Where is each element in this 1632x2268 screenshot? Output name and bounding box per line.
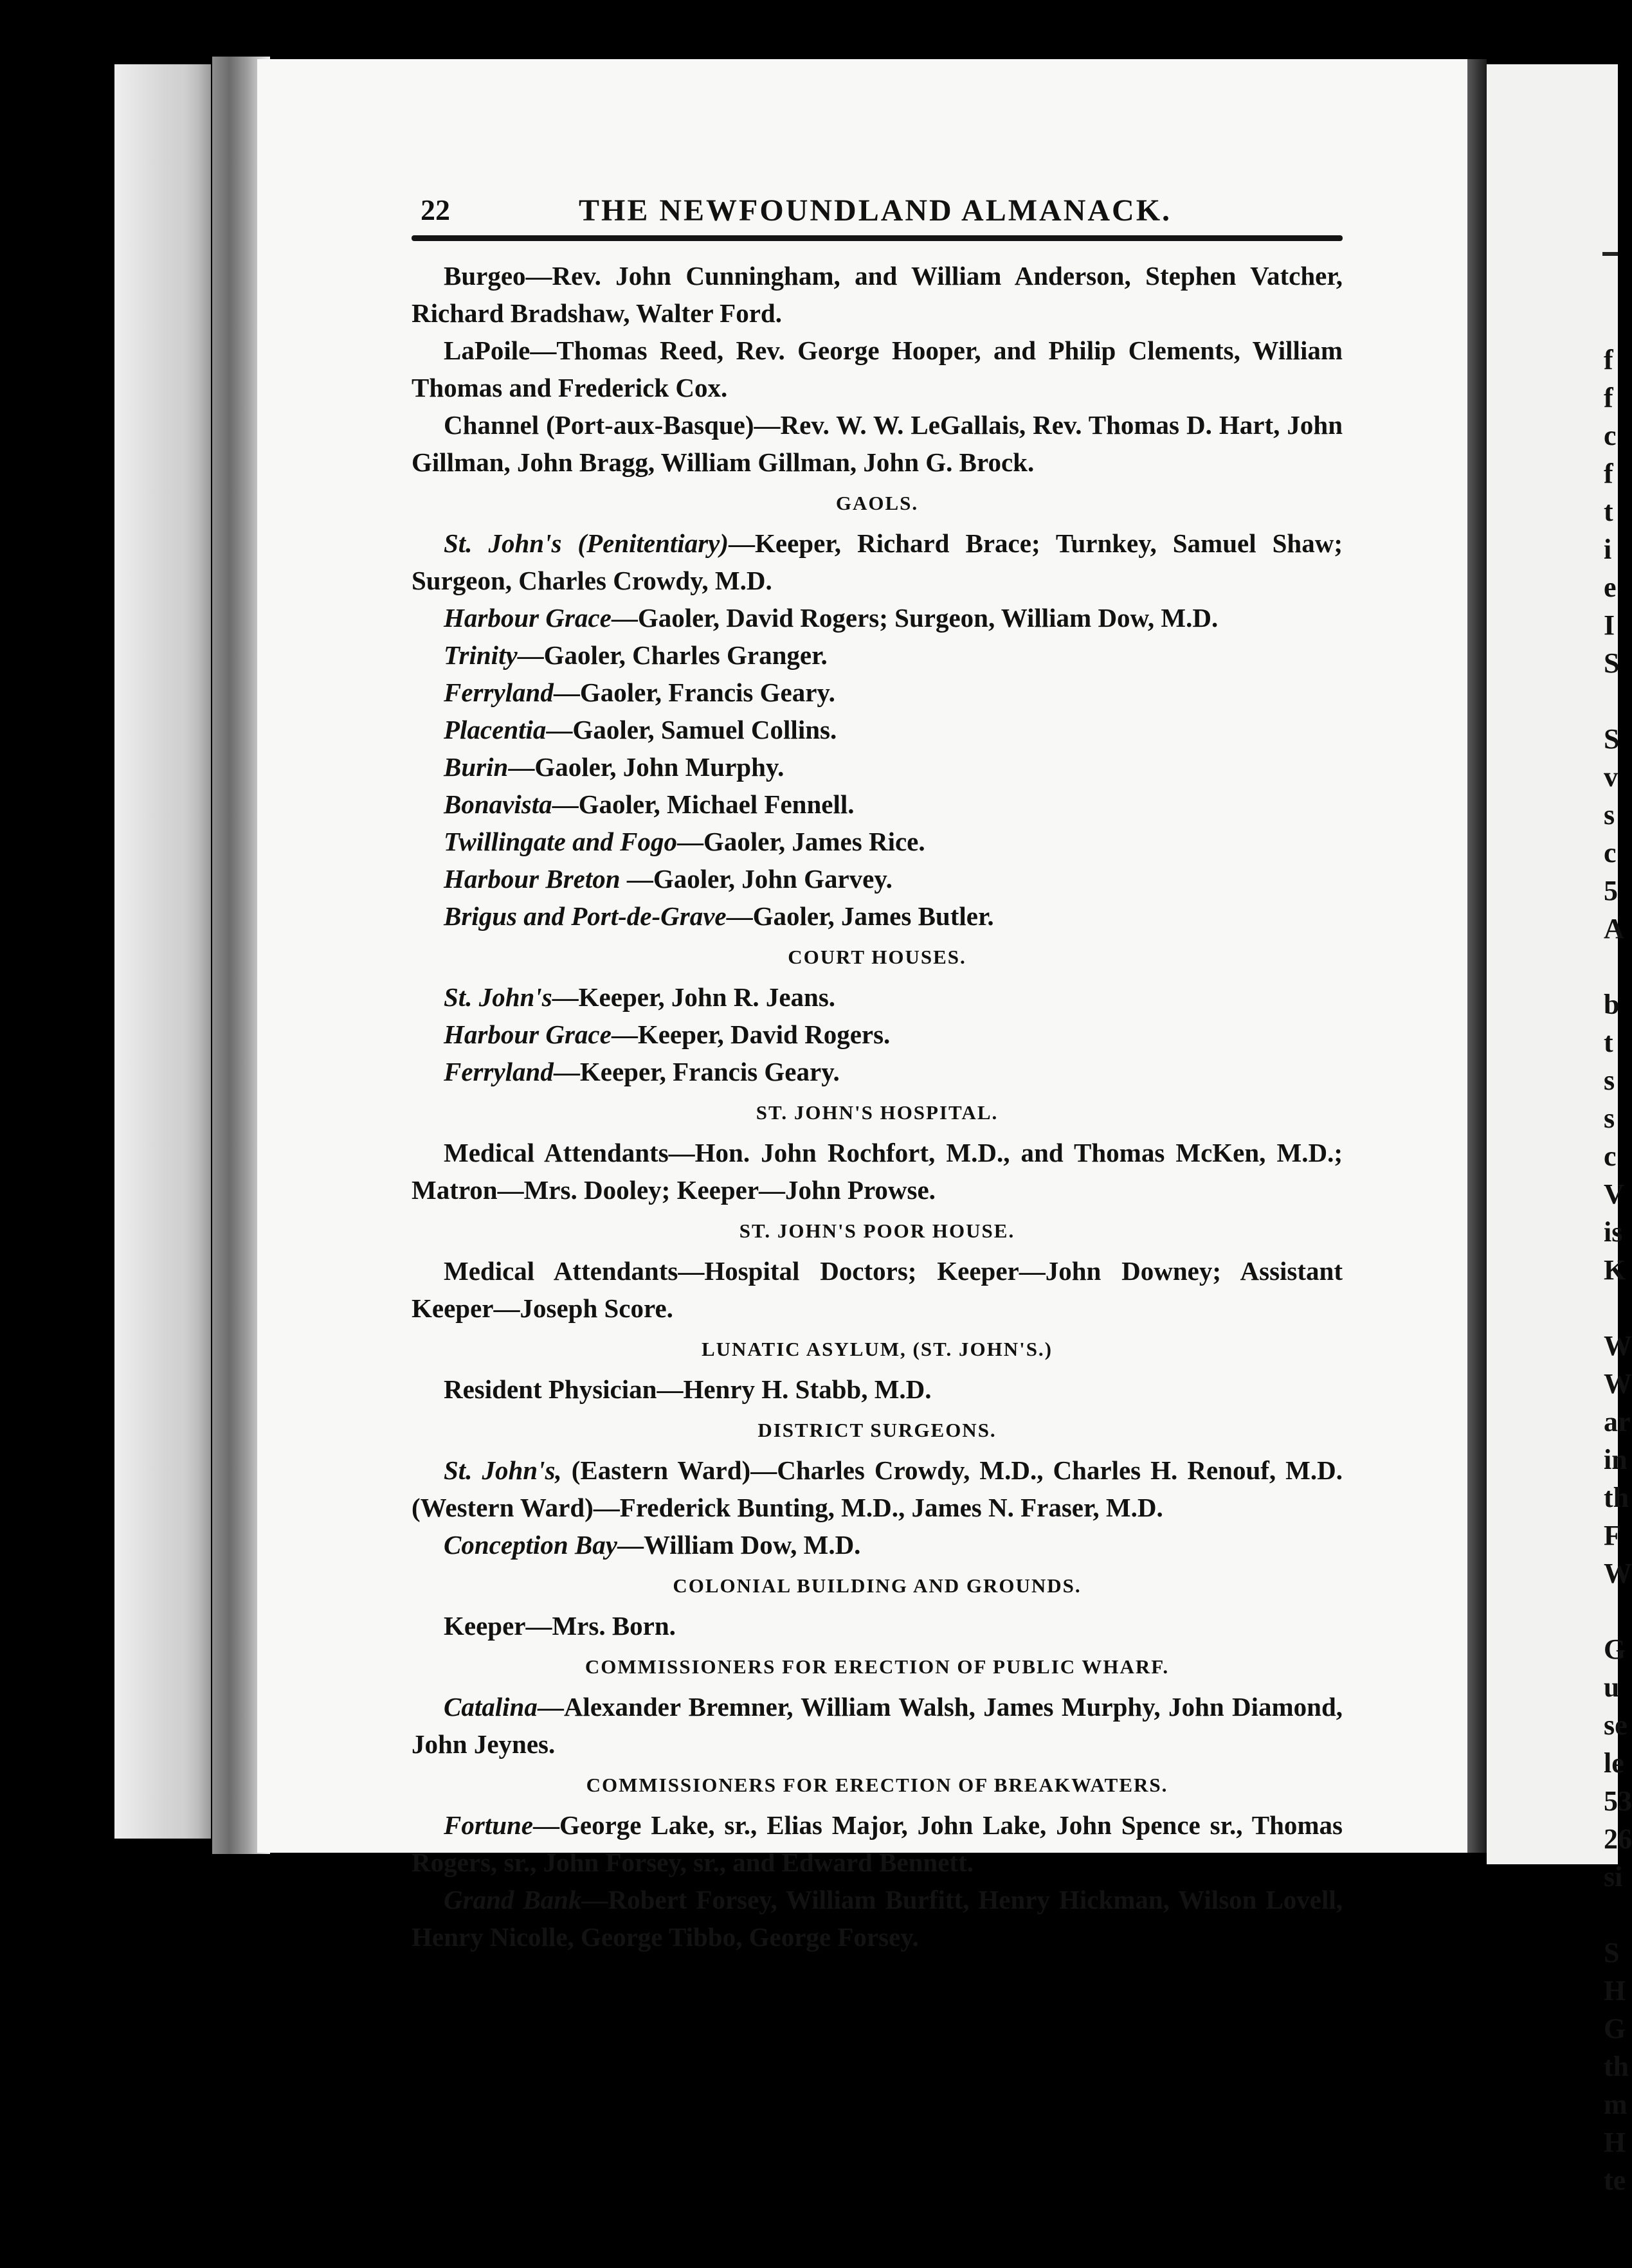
entry-text: —Gaoler, James Butler. xyxy=(726,901,994,931)
facing-page-line xyxy=(1604,1896,1632,1934)
entry-text: —William Dow, M.D. xyxy=(617,1530,861,1560)
paragraph-lapoile: LaPoile—Thomas Reed, Rev. George Hooper, and Philip Clements, William Thomas and Frederick Cox. xyxy=(412,336,1343,402)
list-item xyxy=(412,860,1343,897)
place-name: Fortune xyxy=(444,1810,533,1840)
list-item xyxy=(412,823,1343,860)
place-name: Harbour Breton xyxy=(444,864,621,894)
page-header xyxy=(412,193,1343,234)
facing-page-line xyxy=(1604,1289,1632,1327)
facing-page-line: th xyxy=(1604,2051,1629,2082)
facing-page-line: f xyxy=(1604,458,1613,489)
facing-page-line: le xyxy=(1604,1747,1624,1779)
surgeons-entry-conception-bay xyxy=(412,1526,1343,1563)
facing-page-line: si xyxy=(1604,1861,1623,1893)
facing-page-line: m xyxy=(1604,2089,1627,2120)
section-heading-breakwaters: COMMISSIONERS FOR ERECTION OF BREAKWATERS. xyxy=(586,1774,1168,1796)
place-name: Placentia xyxy=(444,715,547,744)
entry-text: —Robert Forsey, William Burfitt, Henry Hickman, Wilson Lovell, Henry Nicolle, George Tibbo, George Forsey. xyxy=(412,1885,1343,1952)
body-text xyxy=(412,257,1343,1956)
facing-page-line: V xyxy=(1604,1178,1624,1210)
entry-text: —Keeper, Francis Geary. xyxy=(553,1057,840,1086)
list-item xyxy=(412,1053,1343,1090)
place-name: Ferryland xyxy=(444,1057,554,1086)
section-heading-hospital: ST. JOHN'S HOSPITAL. xyxy=(756,1101,999,1124)
entry-text: —Gaoler, Charles Granger. xyxy=(517,640,828,670)
entry-text: —Alexander Bremner, William Walsh, James Murphy, John Diamond, John Jeynes. xyxy=(412,1692,1343,1759)
place-name: Harbour Grace xyxy=(444,1020,612,1049)
facing-page-line: F xyxy=(1604,1520,1621,1551)
entry-text: —Keeper, Richard Brace; Turnkey, Samuel Shaw; Surgeon, Charles Crowdy, M.D. xyxy=(412,528,1343,595)
facing-page-line: f xyxy=(1604,344,1613,375)
section-heading-district-surgeons: DISTRICT SURGEONS. xyxy=(757,1419,997,1441)
paragraph-burgeo: Burgeo—Rev. John Cunningham, and William Anderson, Stephen Vatcher, Richard Bradshaw, Walter Ford. xyxy=(412,261,1343,328)
section-heading-public-wharf: COMMISSIONERS FOR ERECTION OF PUBLIC WHARF. xyxy=(585,1655,1170,1678)
place-name: Burin xyxy=(444,752,509,782)
entry-text: —George Lake, sr., Elias Major, John Lake, John Spence sr., Thomas Rogers, sr., John Forsey, sr., and Edward Bennett. xyxy=(412,1810,1343,1877)
facing-page-line: te xyxy=(1604,2164,1626,2196)
entry-text: —Gaoler, John Murphy. xyxy=(508,752,784,782)
entry-text: —Keeper, David Rogers. xyxy=(611,1020,891,1049)
list-item xyxy=(412,674,1343,711)
list-item xyxy=(412,1016,1343,1053)
page-number: 22 xyxy=(421,194,450,226)
place-name: Trinity xyxy=(444,640,518,670)
colonial-text: Keeper—Mrs. Born. xyxy=(444,1611,676,1641)
entry-text: —Gaoler, Michael Fennell. xyxy=(552,789,855,819)
list-item xyxy=(412,786,1343,823)
facing-page-line: c xyxy=(1604,837,1617,869)
facing-page-line xyxy=(1604,682,1632,720)
facing-page-line xyxy=(1604,948,1632,986)
header-rule xyxy=(412,235,1343,241)
place-name: Brigus and Port-de-Grave xyxy=(444,901,727,931)
place-name: Bonavista xyxy=(444,789,552,819)
paragraph-channel: Channel (Port-aux-Basque)—Rev. W. W. LeGallais, Rev. Thomas D. Hart, John Gillman, John Bragg, William Gillman, John G. Brock. xyxy=(412,410,1343,477)
facing-page-line xyxy=(1604,1592,1632,1630)
asylum-text: Resident Physician—Henry H. Stabb, M.D. xyxy=(444,1374,932,1404)
facing-page-line: H xyxy=(1604,1975,1626,2006)
facing-page-line: s xyxy=(1604,1065,1615,1096)
entry-text: —Gaoler, Samuel Collins. xyxy=(546,715,837,744)
page-stack-edge xyxy=(114,64,211,1839)
page-content xyxy=(412,193,1343,1952)
surgeons-entry-st-johns xyxy=(412,1452,1343,1526)
list-item xyxy=(412,978,1343,1016)
entry-text: —Gaoler, David Rogers; Surgeon, William Dow, M.D. xyxy=(611,603,1219,633)
book-gutter xyxy=(1467,59,1487,1853)
facing-page-line: G xyxy=(1604,1634,1626,1665)
facing-page-line: A xyxy=(1604,913,1624,944)
facing-page-line: c xyxy=(1604,1140,1617,1172)
facing-page-line: S xyxy=(1604,723,1620,755)
running-title: THE NEWFOUNDLAND ALMANACK. xyxy=(579,194,1172,228)
facing-page-line: f xyxy=(1604,382,1613,413)
place-name: St. John's (Penitentiary) xyxy=(444,528,729,558)
facing-page-line: v xyxy=(1604,761,1618,793)
facing-page-line: se xyxy=(1604,1709,1627,1741)
list-item xyxy=(412,599,1343,636)
wharf-entry xyxy=(412,1688,1343,1763)
list-item xyxy=(412,897,1343,935)
place-name: St. John's xyxy=(444,982,552,1012)
facing-page-line: W xyxy=(1604,1368,1632,1400)
facing-page-line: t xyxy=(1604,496,1613,527)
facing-page-line: c xyxy=(1604,420,1617,451)
entry-text: —Gaoler, Francis Geary. xyxy=(553,678,835,707)
facing-page-line: i xyxy=(1604,534,1612,565)
facing-page-line: 5 xyxy=(1604,875,1618,906)
place-name: Ferryland xyxy=(444,678,554,707)
entry-text: —Keeper, John R. Jeans. xyxy=(552,982,836,1012)
facing-page-line: t xyxy=(1604,1027,1613,1058)
facing-page xyxy=(1487,64,1632,2196)
facing-page-line: 26 xyxy=(1604,1823,1632,1855)
facing-page-rule xyxy=(1602,252,1618,256)
court-houses-list xyxy=(412,978,1343,1090)
section-heading-colonial-building: COLONIAL BUILDING AND GROUNDS. xyxy=(673,1574,1082,1597)
section-heading-gaols: GAOLS. xyxy=(835,492,919,514)
facing-page-line: ar xyxy=(1604,1406,1631,1437)
breakwaters-entry-fortune xyxy=(412,1806,1343,1881)
place-name: Conception Bay xyxy=(444,1530,617,1560)
place-name: Grand Bank xyxy=(444,1885,582,1914)
place-name: St. John's, xyxy=(444,1455,562,1485)
facing-page-line: H xyxy=(1604,2127,1626,2158)
facing-page-line: I xyxy=(1604,609,1615,641)
place-name: Catalina xyxy=(444,1692,538,1722)
facing-page-line: S xyxy=(1604,647,1620,679)
entry-text: —Gaoler, John Garvey. xyxy=(620,864,893,894)
section-heading-poor-house: ST. JOHN'S POOR HOUSE. xyxy=(739,1220,1015,1242)
place-name: Harbour Grace xyxy=(444,603,612,633)
facing-page-line: th xyxy=(1604,1482,1629,1513)
facing-page-line: s xyxy=(1604,1102,1615,1134)
facing-page-line: u xyxy=(1604,1671,1620,1703)
list-item xyxy=(412,636,1343,674)
facing-page-line: b xyxy=(1604,989,1620,1020)
section-heading-asylum: LUNATIC ASYLUM, (ST. JOHN'S.) xyxy=(701,1338,1053,1360)
facing-page-line: is xyxy=(1604,1216,1623,1248)
poor-house-text: Medical Attendants—Hospital Doctors; Keeper—John Downey; Assistant Keeper—Joseph Score. xyxy=(412,1256,1343,1323)
list-item xyxy=(412,711,1343,748)
facing-page-line: K xyxy=(1604,1254,1626,1286)
facing-page-line: G xyxy=(1604,2013,1626,2044)
entry-text: (Eastern Ward)—Charles Crowdy, M.D., Charles H. Renouf, M.D. (Western Ward)—Frederick Bunting, M.D., James N. Fraser, M.D. xyxy=(412,1455,1343,1522)
facing-page-line: s xyxy=(1604,799,1615,831)
section-heading-court-houses: COURT HOUSES. xyxy=(788,946,966,968)
list-item xyxy=(412,748,1343,786)
place-name: Twillingate and Fogo xyxy=(444,827,677,856)
facing-page-line: e xyxy=(1604,572,1617,603)
facing-page-line: W xyxy=(1604,1330,1632,1362)
hospital-text: Medical Attendants—Hon. John Rochfort, M.D., and Thomas McKen, M.D.; Matron—Mrs. Dooley; Keeper—John Prowse. xyxy=(412,1138,1343,1205)
facing-page-line: 53 xyxy=(1604,1785,1632,1817)
breakwaters-entry-grand-bank xyxy=(412,1881,1343,1956)
list-item xyxy=(412,525,1343,599)
facing-page-line: W xyxy=(1604,1558,1632,1589)
facing-page-line: S xyxy=(1604,1937,1620,1968)
gaols-list xyxy=(412,525,1343,935)
facing-page-line: in xyxy=(1604,1444,1627,1475)
entry-text: —Gaoler, James Rice. xyxy=(676,827,925,856)
facing-page-text xyxy=(1604,341,1632,2199)
